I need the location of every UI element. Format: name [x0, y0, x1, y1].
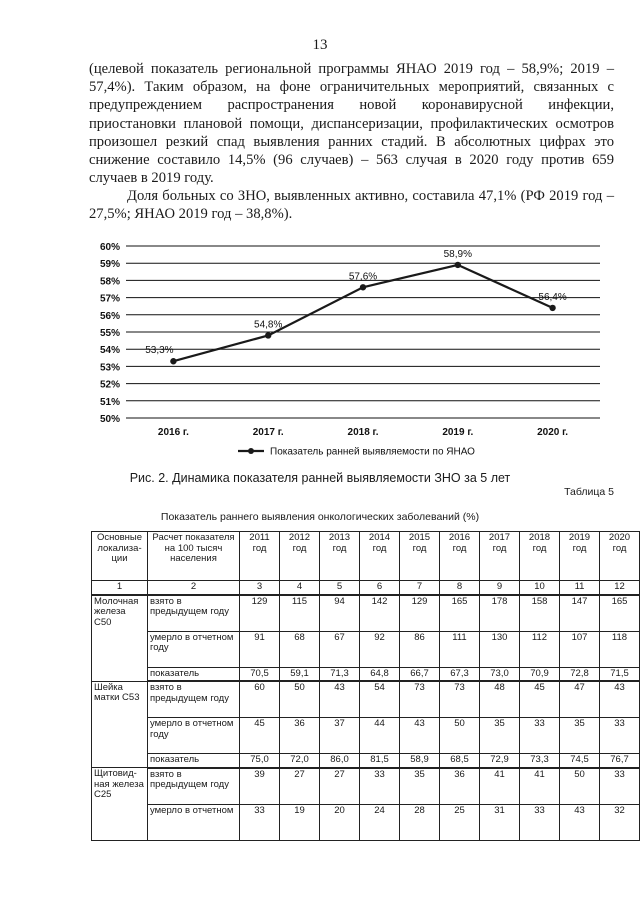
legend-label: Показатель ранней выявляемости по ЯНАО: [270, 446, 475, 458]
value-cell: 111: [440, 631, 480, 667]
table-header-cell: 2014 год: [360, 532, 400, 581]
row-label-cell: взято в предыдущем году: [148, 681, 240, 718]
legend-marker: [248, 448, 254, 454]
x-tick-label: 2018 г.: [347, 427, 379, 438]
y-tick-label: 56%: [99, 310, 120, 322]
table-header-cell: 2016 год: [440, 532, 480, 581]
value-cell: 112: [520, 631, 560, 667]
value-cell: 20: [320, 804, 360, 840]
value-cell: 35: [480, 718, 520, 754]
value-cell: 41: [480, 768, 520, 805]
value-cell: 27: [320, 768, 360, 805]
column-number-cell: 10: [520, 581, 560, 595]
value-cell: 41: [520, 768, 560, 805]
y-tick-label: 50%: [99, 414, 120, 425]
value-cell: 86,0: [320, 754, 360, 768]
value-cell: 76,7: [600, 754, 640, 768]
value-cell: 37: [320, 718, 360, 754]
paragraph-2: Доля больных со ЗНО, выявленных активно, составила 47,1% (РФ 2019 год – 27,5%; ЯНАО 2019 год – 38,8%).: [89, 188, 614, 223]
row-label-cell: умерло в отчетном году: [148, 718, 240, 754]
column-number-cell: 1: [92, 581, 148, 595]
value-cell: 47: [560, 681, 600, 718]
data-label: 57,6%: [348, 271, 378, 283]
value-cell: 45: [240, 718, 280, 754]
data-label: 56,4%: [538, 291, 567, 303]
table-row: [92, 667, 640, 681]
table-header-cell: 2019 год: [560, 532, 600, 581]
column-number-cell: 8: [440, 581, 480, 595]
value-cell: 43: [600, 681, 640, 718]
value-cell: 43: [560, 804, 600, 840]
value-cell: 67: [320, 631, 360, 667]
table-row: [92, 631, 640, 667]
table-header-cell: 2013 год: [320, 532, 360, 581]
row-label-cell: умерло в отчетном: [148, 804, 240, 840]
y-tick-label: 55%: [99, 328, 120, 339]
data-table: [91, 531, 640, 841]
value-cell: 33: [520, 804, 560, 840]
value-cell: 28: [400, 804, 440, 840]
value-cell: 68: [280, 631, 320, 667]
value-cell: 129: [400, 595, 440, 632]
value-cell: 72,0: [280, 754, 320, 768]
value-cell: 27: [280, 768, 320, 805]
table-row: [92, 768, 640, 805]
value-cell: 70,9: [520, 667, 560, 681]
value-cell: 35: [560, 718, 600, 754]
table-title: Показатель раннего выявления онкологических заболеваний (%): [160, 511, 480, 523]
table-header-cell: 2017 год: [480, 532, 520, 581]
table-header-cell: Основные локализа-ции: [92, 532, 148, 581]
table-label: Таблица 5: [564, 486, 614, 498]
table-row: [92, 804, 640, 840]
data-label: 54,8%: [254, 319, 283, 331]
value-cell: 50: [560, 768, 600, 805]
value-cell: 48: [480, 681, 520, 718]
x-tick-label: 2019 г.: [442, 427, 474, 438]
x-tick-label: 2016 г.: [157, 427, 189, 438]
x-tick-label: 2017 г.: [252, 427, 284, 438]
value-cell: 81,5: [360, 754, 400, 768]
table-column-number-row: [92, 581, 640, 595]
value-cell: 19: [280, 804, 320, 840]
paragraph-1: (целевой показатель региональной программы ЯНАО 2019 год – 58,9%; 2019 – 57,4%). Таким образом, на фоне ограничительных мероприятий, связанных с предупреждением распространения новой коронавирусной инфекции, приостановки плановой помощи, диспансеризации, профилактических осмотров произошел резкий спад выявления ранних стадий. В абсолютных цифрах это снижение составило 14,5% (96 случаев) – 563 случая в 2020 году против 659 случаев в 2019 году.: [89, 61, 614, 187]
data-point: [455, 262, 461, 268]
row-label-cell: взято в предыдущем году: [148, 768, 240, 805]
value-cell: 71,5: [600, 667, 640, 681]
value-cell: 72,9: [480, 754, 520, 768]
column-number-cell: 4: [280, 581, 320, 595]
value-cell: 118: [600, 631, 640, 667]
value-cell: 36: [280, 718, 320, 754]
value-cell: 33: [520, 718, 560, 754]
data-label: 58,9%: [443, 248, 472, 260]
table-header-row: [92, 532, 640, 581]
value-cell: 72,8: [560, 667, 600, 681]
table-row: [92, 718, 640, 754]
value-cell: 73,3: [520, 754, 560, 768]
value-cell: 59,1: [280, 667, 320, 681]
table-header-cell: 2012 год: [280, 532, 320, 581]
x-tick-label: 2020 г.: [537, 427, 569, 438]
column-number-cell: 11: [560, 581, 600, 595]
data-point: [360, 284, 366, 290]
table-row: [92, 595, 640, 632]
column-number-cell: 6: [360, 581, 400, 595]
table-header-cell: 2015 год: [400, 532, 440, 581]
data-point: [170, 358, 176, 364]
location-cell: Молочная железа С50: [92, 595, 148, 682]
data-label: 53,3%: [145, 345, 174, 357]
table-header-cell: 2020 год: [600, 532, 640, 581]
y-tick-label: 57%: [99, 293, 120, 305]
value-cell: 35: [400, 768, 440, 805]
figure-caption: Рис. 2. Динамика показателя ранней выявляемости ЗНО за 5 лет: [129, 471, 511, 485]
value-cell: 36: [440, 768, 480, 805]
y-tick-label: 52%: [99, 379, 120, 391]
column-number-cell: 5: [320, 581, 360, 595]
column-number-cell: 9: [480, 581, 520, 595]
value-cell: 50: [440, 718, 480, 754]
value-cell: 71,3: [320, 667, 360, 681]
row-label-cell: умерло в отчетном году: [148, 631, 240, 667]
value-cell: 165: [440, 595, 480, 632]
value-cell: 73: [400, 681, 440, 718]
row-label-cell: показатель: [148, 754, 240, 768]
value-cell: 94: [320, 595, 360, 632]
value-cell: 43: [400, 718, 440, 754]
line-chart: [88, 238, 608, 460]
value-cell: 33: [240, 804, 280, 840]
column-number-cell: 3: [240, 581, 280, 595]
table-row: [92, 754, 640, 768]
value-cell: 158: [520, 595, 560, 632]
y-tick-label: 54%: [99, 345, 120, 357]
column-number-cell: 2: [148, 581, 240, 595]
value-cell: 75,0: [240, 754, 280, 768]
row-label-cell: показатель: [148, 667, 240, 681]
value-cell: 31: [480, 804, 520, 840]
column-number-cell: 12: [600, 581, 640, 595]
y-tick-label: 58%: [99, 276, 120, 288]
value-cell: 25: [440, 804, 480, 840]
value-cell: 50: [280, 681, 320, 718]
value-cell: 107: [560, 631, 600, 667]
value-cell: 70,5: [240, 667, 280, 681]
value-cell: 33: [600, 718, 640, 754]
y-tick-label: 53%: [99, 362, 120, 374]
value-cell: 39: [240, 768, 280, 805]
value-cell: 32: [600, 804, 640, 840]
row-label-cell: взято в предыдущем году: [148, 595, 240, 632]
value-cell: 58,9: [400, 754, 440, 768]
value-cell: 54: [360, 681, 400, 718]
value-cell: 33: [600, 768, 640, 805]
value-cell: 73: [440, 681, 480, 718]
table-header-cell: 2018 год: [520, 532, 560, 581]
value-cell: 24: [360, 804, 400, 840]
value-cell: 165: [600, 595, 640, 632]
value-cell: 67,3: [440, 667, 480, 681]
value-cell: 74,5: [560, 754, 600, 768]
value-cell: 45: [520, 681, 560, 718]
location-cell: Щитовид-ная железа С25: [92, 768, 148, 841]
page-number: 13: [312, 37, 328, 53]
value-cell: 86: [400, 631, 440, 667]
value-cell: 68,5: [440, 754, 480, 768]
column-number-cell: 7: [400, 581, 440, 595]
table-header-cell: Расчет показателя на 100 тысяч населения: [148, 532, 240, 581]
value-cell: 142: [360, 595, 400, 632]
value-cell: 92: [360, 631, 400, 667]
value-cell: 33: [360, 768, 400, 805]
value-cell: 130: [480, 631, 520, 667]
value-cell: 147: [560, 595, 600, 632]
value-cell: 60: [240, 681, 280, 718]
value-cell: 43: [320, 681, 360, 718]
data-point: [549, 305, 555, 311]
value-cell: 115: [280, 595, 320, 632]
value-cell: 91: [240, 631, 280, 667]
value-cell: 73,0: [480, 667, 520, 681]
data-point: [265, 332, 271, 338]
y-tick-label: 51%: [99, 396, 120, 408]
y-tick-label: 59%: [99, 259, 120, 271]
value-cell: 64,8: [360, 667, 400, 681]
value-cell: 178: [480, 595, 520, 632]
location-cell: Шейка матки С53: [92, 681, 148, 768]
value-cell: 66,7: [400, 667, 440, 681]
table-header-cell: 2011 год: [240, 532, 280, 581]
y-tick-label: 60%: [99, 242, 120, 253]
value-cell: 129: [240, 595, 280, 632]
table-row: [92, 681, 640, 718]
value-cell: 44: [360, 718, 400, 754]
